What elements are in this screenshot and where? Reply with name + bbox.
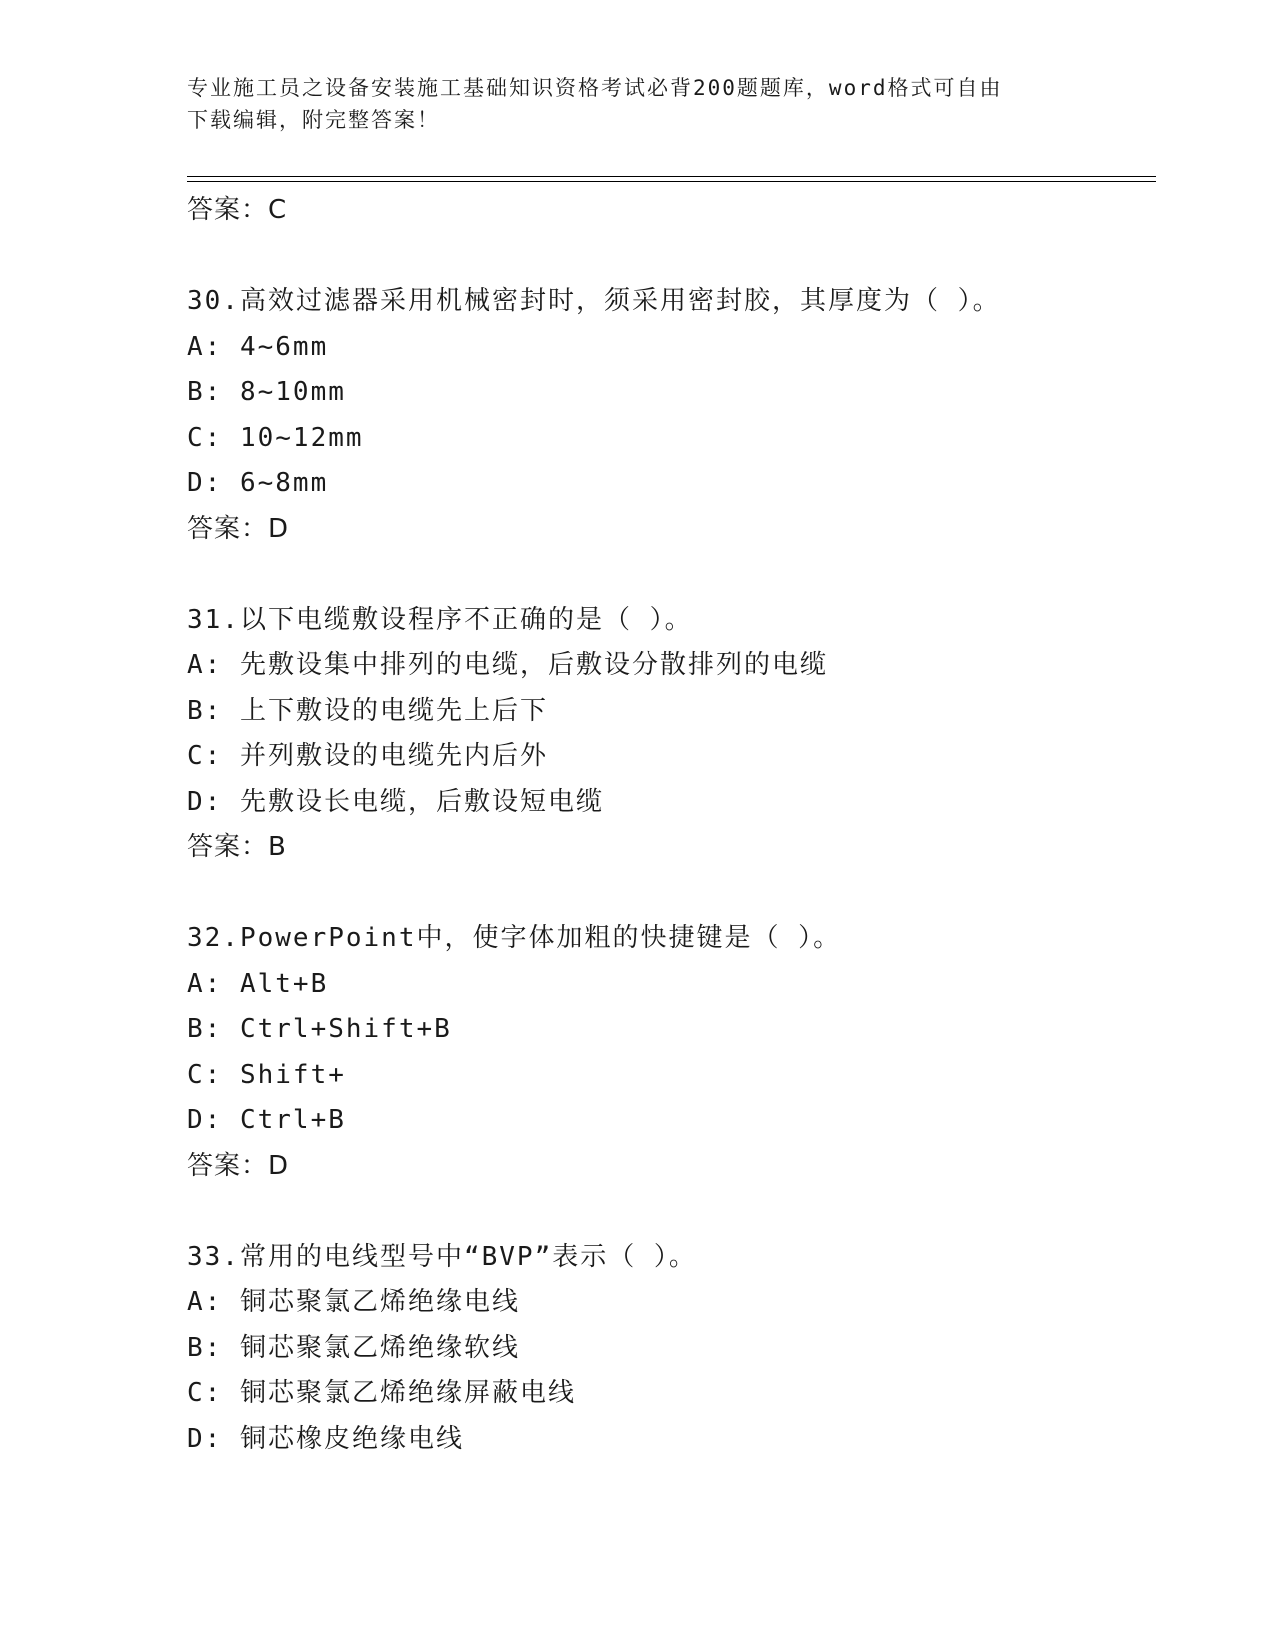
answer: 答案：B [187, 832, 287, 862]
header-divider [187, 176, 1156, 182]
option-c: C: 铜芯聚氯乙烯绝缘屏蔽电线 [187, 1378, 576, 1408]
option-c: C: 10~12mm [187, 422, 364, 453]
option-b: B: 铜芯聚氯乙烯绝缘软线 [187, 1332, 520, 1363]
option-a: A: 4~6mm [187, 331, 329, 362]
document-header [187, 72, 1067, 136]
option-b: B: Ctrl+Shift+B [187, 1014, 452, 1044]
option-d: D: 6~8mm [187, 468, 329, 498]
answer: 答案：D [187, 513, 290, 544]
answer: 答案：D [187, 1150, 290, 1181]
header-line-2: 下载编辑，附完整答案！ [187, 108, 440, 132]
option-b: B: 上下敷设的电缆先上后下 [187, 695, 548, 726]
question-list [187, 188, 1147, 1462]
option-a: A: 铜芯聚氯乙烯绝缘电线 [187, 1287, 520, 1317]
option-c: C: 并列敷设的电缆先内后外 [187, 741, 548, 771]
option-a: A: 先敷设集中排列的电缆，后敷设分散排列的电缆 [187, 650, 828, 680]
question-stem: 32.PowerPoint中，使字体加粗的快捷键是（ ）。 [187, 923, 842, 953]
question-stem: 33.常用的电线型号中“BVP”表示（ ）。 [187, 1241, 697, 1272]
question-30 [187, 279, 1147, 552]
spacer [187, 234, 1147, 280]
option-d: D: 先敷设长电缆，后敷设短电缆 [187, 786, 604, 817]
option-a: A: Alt+B [187, 968, 329, 999]
question-31 [187, 598, 1147, 871]
option-b: B: 8~10mm [187, 377, 346, 407]
spacer [187, 1189, 1147, 1235]
question-stem: 30.高效过滤器采用机械密封时，须采用密封胶，其厚度为（ ）。 [187, 286, 1001, 316]
option-d: D: 铜芯橡皮绝缘电线 [187, 1423, 464, 1454]
option-d: D: Ctrl+B [187, 1105, 346, 1135]
question-32 [187, 916, 1147, 1189]
spacer [187, 552, 1147, 598]
question-stem: 31.以下电缆敷设程序不正确的是（ ）。 [187, 604, 693, 635]
spacer [187, 871, 1147, 917]
option-c: C: Shift+ [187, 1059, 346, 1090]
previous-answer: 答案：C [187, 195, 288, 225]
question-33 [187, 1235, 1147, 1463]
header-line-1: 专业施工员之设备安装施工基础知识资格考试必背200题题库，word格式可自由 [187, 76, 1003, 100]
